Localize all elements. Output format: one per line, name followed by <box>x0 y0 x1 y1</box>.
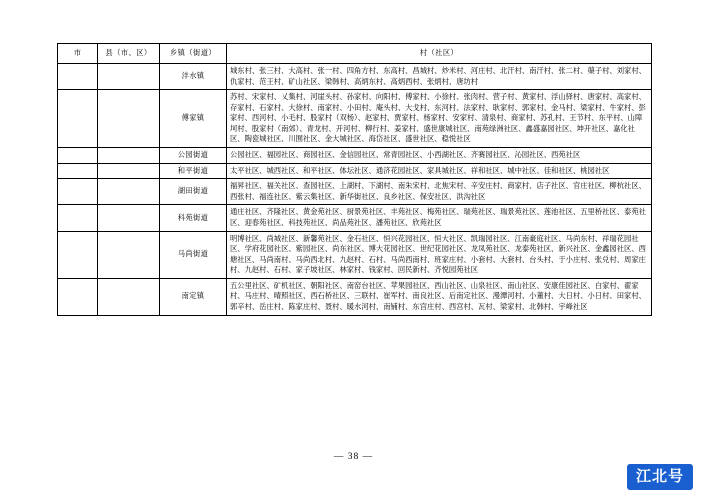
administrative-divisions-table <box>57 43 652 316</box>
cell-villages: 福昇社区、福关社区、查园社区、上湖村、下湖村、南朱宋村、北焦宋村、辛安庄村、商家村、店子社区、官庄社区、柳杭社区、西张村、福连社区、紫云集社区、新华街社区、良乡社区、保安社区、洪沟社区 <box>227 179 652 205</box>
table-body <box>58 64 652 316</box>
cell-city <box>58 231 98 278</box>
table-row <box>58 278 652 315</box>
table-header-row <box>58 44 652 64</box>
table-row <box>58 163 652 179</box>
cell-county <box>98 231 160 278</box>
column-header-city: 市 <box>58 44 98 64</box>
cell-villages: 苏村、宋家村、乂集村、河崖头村、孙家村、向阳村、傅家村、小徐村、张肉村、营子村、黄家村、浮山驿村、唐家村、高家村、存家村、石家村、大徐村、南家村、小田村、庵头村、大戈村、东河村、法家村、耿家村、郭家村、金马村、梁家村、牛家村、彭家村、西河村、小毛村、股家村（双杨）、赵家村、贾家村、杨家村、安家村、清泉村、商家村、苏孔村、王节村、东平村、山障坷村、股家村（南郊）、青龙村、开河村、柳行村、姜家村、盛世康城社区、南苑绿洲社区、鑫盛嘉园社区、坤开社区、嘉化社区、陶瓷城社区、川囿社区、金大城社区、海岱社区、盛世社区、稳悦社区 <box>227 90 652 148</box>
table-row <box>58 148 652 164</box>
cell-county <box>98 278 160 315</box>
table-header <box>58 44 652 64</box>
cell-county <box>98 148 160 164</box>
cell-town: 沣水镇 <box>160 64 227 90</box>
cell-city <box>58 148 98 164</box>
column-header-village: 村（社区） <box>227 44 652 64</box>
table-row <box>58 179 652 205</box>
table-row <box>58 64 652 90</box>
table-row <box>58 231 652 278</box>
cell-city <box>58 64 98 90</box>
cell-town: 科苑街道 <box>160 205 227 231</box>
page-number: — 38 — <box>333 452 374 462</box>
cell-villages: 公园社区、福园社区、商园社区、金信园社区、常青园社区、小西湖社区、齐赛园社区、沁园社区、西苑社区 <box>227 148 652 164</box>
administrative-divisions-table-wrapper <box>57 43 651 316</box>
cell-town: 马尚街道 <box>160 231 227 278</box>
cell-town: 南定镇 <box>160 278 227 315</box>
cell-county <box>98 163 160 179</box>
cell-county <box>98 205 160 231</box>
cell-city <box>58 205 98 231</box>
cell-city <box>58 179 98 205</box>
cell-villages: 太平社区、城西社区、和平社区、体坛社区、通济花园社区、家具城社区、祥和社区、城中社区、佳和社区、桃园社区 <box>227 163 652 179</box>
cell-town: 和平街道 <box>160 163 227 179</box>
cell-city <box>58 278 98 315</box>
column-header-town: 乡镇（街道） <box>160 44 227 64</box>
cell-city <box>58 90 98 148</box>
cell-villages: 通庄社区、齐隆社区、黄金苑社区、厨景苑社区、丰苑社区、梅苑社区、瑞苑社区、瑞景苑社区、莲池社区、五里桥社区、泰苑社区、迎春苑社区、科技苑社区、尚品苑社区、潘苑社区、欣苑社区 <box>227 205 652 231</box>
cell-villages: 五公里社区、矿机社区、朝阳社区、南窑台社区、苹果园社区、西山社区、山泉社区、南山社区、安康佳园社区、白家村、翟家村、马庄村、晴照社区、西石桥社区、三联村、崔军村、南良社区、后南定社区、漫潭河村、小董村、大日村、小日村、田家村、郭辛村、岳庄村、陈家庄村、聂村、暖水河村、南铺村、东宫庄村、西宫村、瓦村、梁家村、北韩村、宇峰社区 <box>227 278 652 315</box>
column-header-county: 县（市、区） <box>98 44 160 64</box>
cell-county <box>98 64 160 90</box>
cell-villages: 明博社区、尚城社区、新馨苑社区、金石社区、恒兴花园社区、恒大社区、凯瑞园社区、江南豪庭社区、马尚东村、祥瑞花园社区、学府花园社区、紫园社区、尚东社区、博大花园社区、世纪花园社区、龙凤苑社区、龙泰苑社区、新兴社区、金鑫园社区、西塘社区、马尚南村、马尚西北村、九赵村、石村、马尚西南村、班家庄村、小套村、大套村、台头村、于小庄村、张兑村、周家庄村、九赵村、石村、家子坡社区、林家村、钱家村、回民新村、齐悦园苑社区 <box>227 231 652 278</box>
cell-city <box>58 163 98 179</box>
watermark-badge: 江北号 <box>627 464 693 490</box>
cell-villages: 城东村、张三村、大高村、张一村、四角方村、东高村、昌城村、炒米村、河庄村、北汗村、南汗村、张二村、蕖子村、刘家村、仇家村、范王村、矿山社区、梁韩村、高炳东村、高炳西村、张炳村、唐坊村 <box>227 64 652 90</box>
cell-county <box>98 90 160 148</box>
cell-town: 傅家镇 <box>160 90 227 148</box>
table-row <box>58 90 652 148</box>
table-row <box>58 205 652 231</box>
cell-county <box>98 179 160 205</box>
cell-town: 公园街道 <box>160 148 227 164</box>
cell-town: 湖田街道 <box>160 179 227 205</box>
